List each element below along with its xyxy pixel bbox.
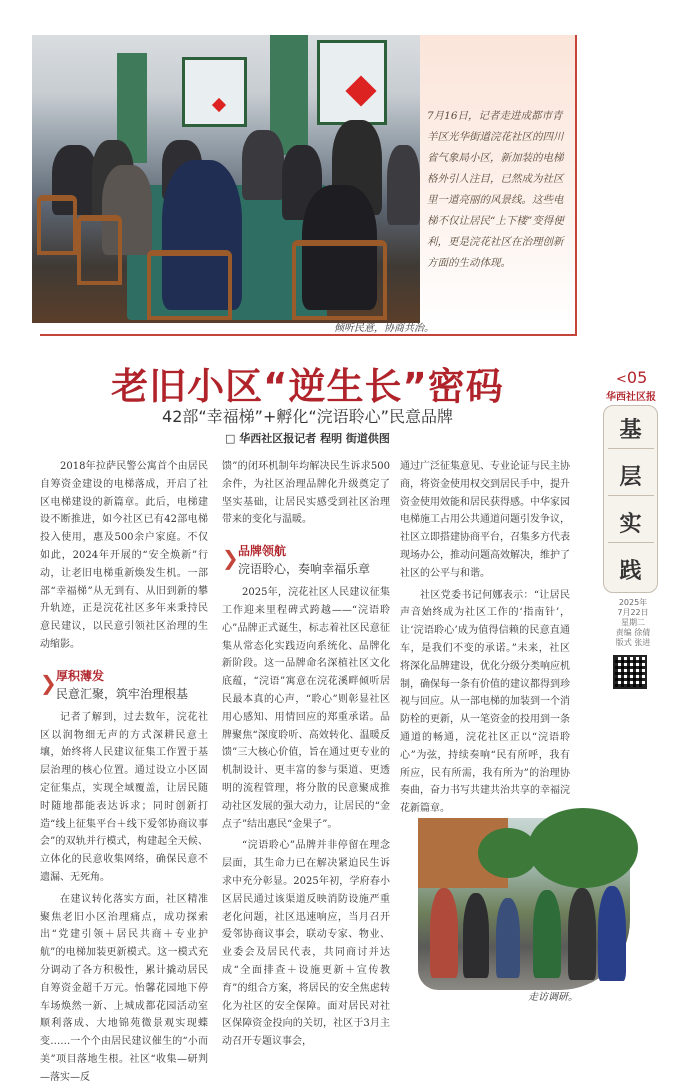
article-column-1 bbox=[40, 458, 208, 1087]
paragraph: 2018年拉萨民警公寓首个由居民自筹资金建设的电梯落成，开启了社区电梯建设的新篇章。此后，电梯建设不断推进，如今社区已有42部电梯投入使用，惠及500余户家庭。不仅如此，2024年开展的“安全焕新”行动，让老旧电梯重新焕发生机。一部部“幸福梯”从无到有、从旧到新的攀升轨迹，正是浣花社区多年来秉持民意民建议，以民意引领社区治理的生动缩影。 bbox=[40, 461, 208, 650]
main-photo-caption: 倾听民意，协商共治。 bbox=[334, 323, 434, 334]
paper-name: 华西社区报 bbox=[606, 392, 656, 403]
chair bbox=[292, 240, 387, 320]
page-number-value: 05 bbox=[626, 368, 648, 387]
paragraph: 在建议转化落实方面，社区精准聚焦老旧小区治理痛点，成功探索出“党建引领＋居民共商＋专业护航”的电梯加装更新模式。这一模式充分调动了各方积极性，累计撬动居民自筹资金超千万元。怡馨花园地下停车场焕然一新、上城成都花园活动室顺利落成、大地锦苑微景观实现蝶变……一个个由居民建议催生的“小而美”项目落地生根。社区“收集—研判—落实—反 bbox=[40, 893, 208, 1083]
column-char: 践 bbox=[619, 557, 642, 584]
issue-date: 7月22日 bbox=[617, 608, 649, 617]
chair bbox=[77, 215, 122, 285]
article-column-3 bbox=[400, 458, 570, 818]
layout-credit: 版式 张进 bbox=[615, 638, 651, 647]
chevron-right-icon: ❯ bbox=[40, 670, 57, 695]
column-label bbox=[603, 405, 658, 593]
column-char: 基 bbox=[608, 409, 654, 449]
person bbox=[533, 890, 561, 978]
headline: 老旧小区“逆生长”密码 bbox=[111, 365, 504, 408]
section-subtitle: 民意汇聚，筑牢治理根基 bbox=[56, 686, 189, 701]
tree bbox=[528, 808, 638, 888]
frame-line bbox=[575, 35, 577, 335]
paragraph: “浣语聆心”品牌并非停留在理念层面，其生命力已在解决紧迫民生诉求中充分彰显。2025年初，学府春小区居民通过该渠道反映消防设施严重老化问题，社区迅速响应，当月召开爱邻协商议事会，联动专家、物业、业委会及居民代表，共同商讨并达成“全面排查＋设施更新＋宣传教育”的组合方案，将居民的安全焦虑转化为社区的安全保障。面对居民对社区保障资金投向的关切，社区于3月主动召开专题议事会， bbox=[222, 840, 390, 1048]
frame-line bbox=[40, 334, 577, 336]
paragraph: 馈”的闭环机制年均解决民生诉求500余件，为社区治理品牌化升级奠定了坚实基础，让居民实感受到社区治理带来的变化与温暖。 bbox=[222, 461, 390, 526]
section-subtitle: 浣语聆心，奏响幸福乐章 bbox=[238, 562, 371, 577]
issue-year: 2025年 bbox=[618, 598, 648, 607]
section-title: 品牌领航 bbox=[238, 544, 287, 559]
paragraph: 社区党委书记何娜表示：“让居民声音始终成为社区工作的‘指南针’，让‘浣语聆心’成为值得信赖的民意直通车，是我们不变的承诺。”未来，社区将深化品牌建设，优化分级分类响应机制，确保每一条有价值的建议都得到珍视与回应。从一部电梯的加装到一个消防栓的更新，从一笔资金的投用到一条通道的畅通，浣花社区正以“浣语聆心”为弦，持续奏响“民有所呼，我有所应，民有所需，我有所为”的治理协奏曲，奋力书写共建共治共享的幸福浣花新篇章。 bbox=[400, 589, 570, 815]
qr-code[interactable] bbox=[613, 655, 647, 689]
person bbox=[463, 893, 489, 978]
person bbox=[568, 888, 596, 980]
person bbox=[430, 888, 458, 978]
person bbox=[387, 145, 420, 225]
editor-credit: 责编 徐倩 bbox=[615, 628, 651, 637]
section-title: 厚积薄发 bbox=[56, 668, 105, 683]
paragraph: 通过广泛征集意见、专业论证与民主协商，将资金使用权交到居民手中，提升资金使用效能和居民获得感。中华家园电梯施工占用公共通道问题引发争议，社区立即搭建协商平台，召集多方代表现场办公，推动问题高效解决，维护了社区的公平与和谐。 bbox=[400, 461, 570, 579]
person bbox=[496, 898, 520, 978]
subheadline: 42部“幸福梯”+孵化“浣语聆心”民意品牌 bbox=[162, 407, 453, 426]
visit-photo bbox=[418, 818, 630, 990]
paragraph: 2025年，浣花社区人民建议征集工作迎来里程碑式跨越——“浣语聆心”品牌正式诞生，标志着社区民意征集从常态化实践迈向系统化、品牌化新阶段。这一品牌命名深植社区文化底蕴，“浣语”寓意在浣花溪畔倾听居民最本真的心声，“聆心”则彰显社区用心感知、用情回应的郑重承诺。品牌聚焦“深度聆听、高效转化、温暖反馈”三大核心价值，旨在通过更专业的机制设计、更丰富的参与渠道、更透明的流程管理，将分散的民意聚成推动社区发展的强大动力，让居民的“金点子”结出惠民“金果子”。 bbox=[222, 587, 390, 830]
paragraph: 记者了解到，过去数年，浣花社区以润物细无声的方式深耕民意土壤，始终将人民建议征集工作置于基层治理的核心位置。通过设立小区固定征集点，实现全域覆盖，让居民随时随地都能表达诉求；同时创新打造“线上征集平台＋线下爱邻协商议事会”的双轨并行模式，构建起全天候、立体化的民意收集网络，确保民意不遗漏、无死角。 bbox=[40, 711, 208, 883]
section-heading-1 bbox=[40, 668, 208, 703]
byline: □ 华西社区报记者 程明 街道供图 bbox=[225, 432, 390, 445]
person bbox=[598, 886, 626, 981]
chevron-right-icon: ❯ bbox=[222, 546, 239, 571]
page-marker: < bbox=[616, 372, 627, 387]
issue-weekday: 星期二 bbox=[621, 618, 645, 627]
section-heading-2 bbox=[222, 543, 390, 578]
chair bbox=[37, 195, 77, 255]
person bbox=[242, 130, 284, 200]
chair bbox=[147, 250, 232, 320]
tree bbox=[478, 828, 538, 878]
article-column-2 bbox=[222, 458, 390, 1051]
visit-photo-caption: 走访调研。 bbox=[528, 992, 578, 1003]
window bbox=[182, 57, 247, 127]
page-number bbox=[616, 368, 647, 387]
column-char: 实 bbox=[608, 503, 654, 543]
column-char: 层 bbox=[608, 456, 654, 496]
intro-caption: 7月16日，记者走进成都市青羊区光华街道浣花社区的四川省气象局小区，新加装的电梯格外引人注目，已然成为社区里一道亮丽的风景线。这些电梯不仅让居民“上下楼”变得便利，更是浣花社区在治理创新方面的生动体现。 bbox=[427, 110, 564, 269]
meeting-photo bbox=[32, 35, 420, 323]
